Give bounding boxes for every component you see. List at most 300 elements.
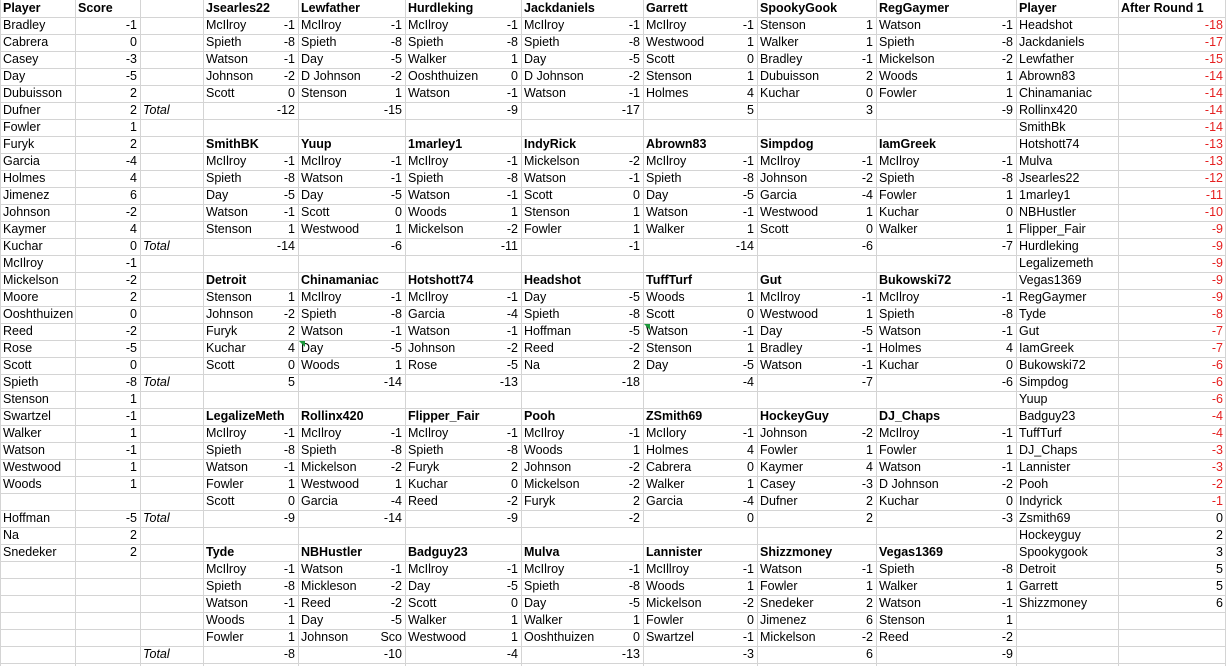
pick-score-cell[interactable]: 6: [866, 613, 873, 627]
pick-golfer-cell[interactable]: Stenson: [206, 222, 252, 236]
pick-golfer-cell[interactable]: Day: [301, 341, 324, 355]
standings-score-cell[interactable]: -7: [1211, 341, 1223, 355]
team-name-header[interactable]: Jsearles22: [206, 1, 270, 15]
pick-golfer-cell[interactable]: McIlroy: [206, 18, 247, 32]
pick-score-cell[interactable]: 1: [747, 477, 754, 491]
standings-score-cell[interactable]: -9: [1211, 290, 1223, 304]
standings-score-cell[interactable]: -9: [1211, 273, 1223, 287]
pick-golfer-cell[interactable]: Holmes: [879, 341, 922, 355]
pick-golfer-cell[interactable]: Mickelson: [408, 222, 464, 236]
pick-score-cell[interactable]: -8: [742, 171, 754, 185]
pick-golfer-cell[interactable]: Scott: [408, 596, 437, 610]
pick-score-cell[interactable]: 0: [511, 477, 518, 491]
player-score-cell[interactable]: 0: [130, 307, 137, 321]
pick-golfer-cell[interactable]: Watson: [646, 205, 688, 219]
pick-golfer-cell[interactable]: Watson: [206, 52, 248, 66]
pick-score-cell[interactable]: -1: [742, 630, 754, 644]
team-total-cell[interactable]: 3: [866, 103, 873, 117]
pick-golfer-cell[interactable]: Rose: [408, 358, 438, 372]
pick-score-cell[interactable]: 2: [866, 596, 873, 610]
player-name-cell[interactable]: Hoffman: [3, 511, 51, 525]
pick-golfer-cell[interactable]: Spieth: [524, 579, 560, 593]
player-score-cell[interactable]: 4: [130, 222, 137, 236]
pick-golfer-cell[interactable]: Garcia: [760, 188, 797, 202]
team-name-header[interactable]: Gut: [760, 273, 782, 287]
team-name-header[interactable]: Mulva: [524, 545, 560, 559]
pick-score-cell[interactable]: -2: [742, 596, 754, 610]
pick-score-cell[interactable]: -5: [628, 324, 640, 338]
pick-golfer-cell[interactable]: Fowler: [206, 630, 244, 644]
pick-golfer-cell[interactable]: McIlroy: [408, 18, 449, 32]
pick-golfer-cell[interactable]: Watson: [301, 562, 343, 576]
standings-player-cell[interactable]: Abrown83: [1019, 69, 1076, 83]
pick-score-cell[interactable]: -8: [506, 35, 518, 49]
pick-score-cell[interactable]: 1: [633, 443, 640, 457]
player-name-cell[interactable]: Dubuisson: [3, 86, 63, 100]
pick-golfer-cell[interactable]: Kuchar: [879, 494, 919, 508]
pick-score-cell[interactable]: -1: [283, 562, 295, 576]
pick-score-cell[interactable]: 1: [1006, 443, 1013, 457]
team-name-header[interactable]: Yuup: [301, 137, 332, 151]
pick-score-cell[interactable]: 4: [288, 341, 295, 355]
total-label[interactable]: Total: [143, 647, 170, 661]
standings-score-cell[interactable]: -14: [1204, 103, 1223, 117]
pick-score-cell[interactable]: -1: [506, 562, 518, 576]
pick-score-cell[interactable]: 1: [866, 579, 873, 593]
pick-golfer-cell[interactable]: Walker: [524, 613, 563, 627]
pick-score-cell[interactable]: -1: [390, 18, 402, 32]
pick-golfer-cell[interactable]: Spieth: [206, 443, 242, 457]
team-total-cell[interactable]: -14: [735, 239, 754, 253]
team-total-cell[interactable]: -13: [621, 647, 640, 661]
standings-player-cell[interactable]: Lannister: [1019, 460, 1071, 474]
pick-golfer-cell[interactable]: Kuchar: [408, 477, 448, 491]
pick-score-cell[interactable]: -1: [283, 52, 295, 66]
pick-golfer-cell[interactable]: Johnson: [408, 341, 456, 355]
player-name-cell[interactable]: McIlroy: [3, 256, 44, 270]
pick-score-cell[interactable]: -1: [506, 426, 518, 440]
player-name-cell[interactable]: Dufner: [3, 103, 41, 117]
pick-score-cell[interactable]: -1: [390, 324, 402, 338]
pick-golfer-cell[interactable]: Swartzel: [646, 630, 694, 644]
pick-score-cell[interactable]: 1: [1006, 222, 1013, 236]
player-score-cell[interactable]: 1: [130, 120, 137, 134]
pick-golfer-cell[interactable]: Reed: [408, 494, 438, 508]
player-score-cell[interactable]: 2: [130, 137, 137, 151]
team-name-header[interactable]: SpookyGook: [760, 1, 838, 15]
pick-score-cell[interactable]: 0: [747, 52, 754, 66]
pick-score-cell[interactable]: -1: [283, 154, 295, 168]
pick-golfer-cell[interactable]: Woods: [301, 358, 340, 372]
standings-score-cell[interactable]: -9: [1211, 239, 1223, 253]
pick-golfer-cell[interactable]: Spieth: [879, 562, 915, 576]
pick-score-cell[interactable]: 1: [288, 630, 295, 644]
standings-score-cell[interactable]: -4: [1211, 409, 1223, 423]
player-score-cell[interactable]: 1: [130, 477, 137, 491]
standings-player-cell[interactable]: DJ_Chaps: [1019, 443, 1078, 457]
pick-golfer-cell[interactable]: Johnson: [760, 426, 808, 440]
pick-score-cell[interactable]: 2: [511, 460, 518, 474]
pick-score-cell[interactable]: -1: [283, 460, 295, 474]
player-name-cell[interactable]: Ooshthuizen: [3, 307, 74, 321]
pick-score-cell[interactable]: -2: [861, 171, 873, 185]
pick-golfer-cell[interactable]: Woods: [879, 69, 918, 83]
player-score-cell[interactable]: -2: [125, 205, 137, 219]
player-name-cell[interactable]: Bradley: [3, 18, 46, 32]
standings-player-cell[interactable]: Tyde: [1019, 307, 1047, 321]
pick-golfer-cell[interactable]: Fowler: [760, 443, 798, 457]
team-total-cell[interactable]: -14: [383, 511, 402, 525]
pick-score-cell[interactable]: -4: [861, 188, 873, 202]
column-header-score[interactable]: Score: [78, 1, 113, 15]
standings-score-cell[interactable]: -9: [1211, 222, 1223, 236]
total-label[interactable]: Total: [143, 375, 170, 389]
pick-golfer-cell[interactable]: Watson: [206, 596, 248, 610]
standings-score-cell[interactable]: -12: [1204, 171, 1223, 185]
pick-golfer-cell[interactable]: Watson: [524, 171, 566, 185]
pick-score-cell[interactable]: 1: [511, 52, 518, 66]
pick-golfer-cell[interactable]: Day: [524, 596, 547, 610]
standings-score-cell[interactable]: -1: [1211, 494, 1223, 508]
pick-score-cell[interactable]: -8: [283, 443, 295, 457]
team-name-header[interactable]: Vegas1369: [879, 545, 943, 559]
standings-player-cell[interactable]: Detroit: [1019, 562, 1056, 576]
pick-score-cell[interactable]: -2: [628, 69, 640, 83]
standings-player-cell[interactable]: Bukowski72: [1019, 358, 1086, 372]
team-name-header[interactable]: Shizzmoney: [760, 545, 833, 559]
pick-golfer-cell[interactable]: McIlroy: [879, 426, 920, 440]
standings-score-cell[interactable]: -6: [1211, 375, 1223, 389]
team-name-header[interactable]: Simpdog: [760, 137, 814, 151]
pick-golfer-cell[interactable]: Reed: [879, 630, 909, 644]
pick-score-cell[interactable]: -1: [628, 426, 640, 440]
standings-score-cell[interactable]: -3: [1211, 460, 1223, 474]
pick-score-cell[interactable]: -2: [506, 341, 518, 355]
pick-score-cell[interactable]: 1: [395, 86, 402, 100]
pick-golfer-cell[interactable]: Day: [524, 52, 547, 66]
pick-golfer-cell[interactable]: Kuchar: [879, 205, 919, 219]
pick-score-cell[interactable]: 1: [1006, 613, 1013, 627]
team-total-cell[interactable]: 0: [747, 511, 754, 525]
standings-player-cell[interactable]: Shizzmoney: [1019, 596, 1088, 610]
standings-score-cell[interactable]: 2: [1216, 528, 1223, 542]
pick-golfer-cell[interactable]: Day: [301, 613, 324, 627]
pick-golfer-cell[interactable]: McIlroy: [206, 426, 247, 440]
pick-golfer-cell[interactable]: Scott: [206, 358, 235, 372]
column-header-player[interactable]: Player: [3, 1, 41, 15]
pick-golfer-cell[interactable]: Cabrera: [646, 460, 692, 474]
pick-golfer-cell[interactable]: Day: [301, 188, 324, 202]
standings-score-cell[interactable]: 5: [1216, 562, 1223, 576]
pick-score-cell[interactable]: 1: [395, 477, 402, 491]
pick-golfer-cell[interactable]: Reed: [524, 341, 554, 355]
pick-golfer-cell[interactable]: Spieth: [524, 35, 560, 49]
team-name-header[interactable]: LegalizeMeth: [206, 409, 285, 423]
pick-score-cell[interactable]: -1: [861, 562, 873, 576]
team-total-cell[interactable]: 5: [288, 375, 295, 389]
pick-golfer-cell[interactable]: D Johnson: [524, 69, 584, 83]
pick-golfer-cell[interactable]: Bradley: [760, 341, 803, 355]
pick-golfer-cell[interactable]: McIlroy: [879, 154, 920, 168]
pick-golfer-cell[interactable]: Watson: [646, 324, 688, 338]
pick-score-cell[interactable]: 1: [866, 18, 873, 32]
player-name-cell[interactable]: Scott: [3, 358, 32, 372]
team-name-header[interactable]: Chinamaniac: [301, 273, 379, 287]
pick-score-cell[interactable]: Sco: [380, 630, 402, 644]
team-name-header[interactable]: IamGreek: [879, 137, 936, 151]
pick-golfer-cell[interactable]: Watson: [760, 562, 802, 576]
pick-golfer-cell[interactable]: Na: [524, 358, 540, 372]
pick-golfer-cell[interactable]: Scott: [301, 205, 330, 219]
pick-score-cell[interactable]: 2: [866, 69, 873, 83]
player-score-cell[interactable]: 0: [130, 35, 137, 49]
standings-score-cell[interactable]: -6: [1211, 392, 1223, 406]
pick-score-cell[interactable]: -5: [390, 52, 402, 66]
player-score-cell[interactable]: -1: [125, 18, 137, 32]
pick-golfer-cell[interactable]: Woods: [646, 290, 685, 304]
team-name-header[interactable]: TuffTurf: [646, 273, 693, 287]
player-name-cell[interactable]: Kaymer: [3, 222, 47, 236]
pick-score-cell[interactable]: 1: [288, 222, 295, 236]
pick-golfer-cell[interactable]: Mickelson: [760, 630, 816, 644]
team-name-header[interactable]: Abrown83: [646, 137, 707, 151]
standings-score-cell[interactable]: -6: [1211, 358, 1223, 372]
team-total-cell[interactable]: -6: [861, 239, 873, 253]
pick-score-cell[interactable]: -8: [1001, 562, 1013, 576]
pick-golfer-cell[interactable]: Spieth: [206, 579, 242, 593]
pick-score-cell[interactable]: -5: [861, 324, 873, 338]
pick-golfer-cell[interactable]: Woods: [408, 205, 447, 219]
pick-golfer-cell[interactable]: Scott: [206, 494, 235, 508]
player-name-cell[interactable]: Westwood: [3, 460, 62, 474]
pick-golfer-cell[interactable]: Westwood: [760, 205, 819, 219]
pick-golfer-cell[interactable]: Garcia: [301, 494, 338, 508]
pick-golfer-cell[interactable]: Day: [206, 188, 229, 202]
player-score-cell[interactable]: 0: [130, 358, 137, 372]
pick-score-cell[interactable]: 0: [1006, 494, 1013, 508]
pick-golfer-cell[interactable]: McIlroy: [646, 18, 687, 32]
pick-score-cell[interactable]: -8: [628, 307, 640, 321]
team-name-header[interactable]: Detroit: [206, 273, 247, 287]
player-name-cell[interactable]: Na: [3, 528, 19, 542]
player-score-cell[interactable]: -5: [125, 69, 137, 83]
player-name-cell[interactable]: Garcia: [3, 154, 40, 168]
pick-golfer-cell[interactable]: McIlroy: [760, 290, 801, 304]
pick-golfer-cell[interactable]: Scott: [760, 222, 789, 236]
pick-golfer-cell[interactable]: Stenson: [301, 86, 347, 100]
pick-score-cell[interactable]: -8: [390, 443, 402, 457]
standings-score-cell[interactable]: -8: [1211, 307, 1223, 321]
player-name-cell[interactable]: Casey: [3, 52, 39, 66]
pick-golfer-cell[interactable]: Mickelson: [524, 154, 580, 168]
pick-golfer-cell[interactable]: Fowler: [879, 188, 917, 202]
standings-player-cell[interactable]: 1marley1: [1019, 188, 1071, 202]
team-total-cell[interactable]: -13: [499, 375, 518, 389]
standings-player-cell[interactable]: Hotshott74: [1019, 137, 1080, 151]
pick-score-cell[interactable]: -5: [742, 188, 754, 202]
standings-player-cell[interactable]: Gut: [1019, 324, 1040, 338]
total-label[interactable]: Total: [143, 239, 170, 253]
pick-golfer-cell[interactable]: Bradley: [760, 52, 803, 66]
pick-golfer-cell[interactable]: D Johnson: [301, 69, 361, 83]
pick-golfer-cell[interactable]: Stenson: [760, 18, 806, 32]
player-name-cell[interactable]: Holmes: [3, 171, 46, 185]
pick-golfer-cell[interactable]: Watson: [879, 324, 921, 338]
pick-score-cell[interactable]: 1: [866, 35, 873, 49]
pick-score-cell[interactable]: -8: [283, 579, 295, 593]
pick-score-cell[interactable]: -1: [861, 52, 873, 66]
pick-score-cell[interactable]: -2: [1001, 477, 1013, 491]
player-score-cell[interactable]: -2: [125, 324, 137, 338]
pick-score-cell[interactable]: 0: [288, 86, 295, 100]
pick-score-cell[interactable]: 1: [747, 341, 754, 355]
pick-score-cell[interactable]: 0: [1006, 205, 1013, 219]
pick-score-cell[interactable]: 1: [288, 290, 295, 304]
pick-golfer-cell[interactable]: Mickelson: [646, 596, 702, 610]
pick-score-cell[interactable]: 1: [633, 222, 640, 236]
team-name-header[interactable]: HockeyGuy: [760, 409, 829, 423]
pick-score-cell[interactable]: 1: [866, 307, 873, 321]
pick-golfer-cell[interactable]: Watson: [879, 460, 921, 474]
pick-score-cell[interactable]: -1: [861, 358, 873, 372]
team-total-cell[interactable]: -7: [861, 375, 873, 389]
pick-golfer-cell[interactable]: Day: [524, 290, 547, 304]
player-score-cell[interactable]: -1: [125, 443, 137, 457]
pick-score-cell[interactable]: -8: [628, 35, 640, 49]
pick-golfer-cell[interactable]: Spieth: [646, 171, 682, 185]
pick-score-cell[interactable]: -1: [506, 18, 518, 32]
pick-golfer-cell[interactable]: McIlroy: [206, 562, 247, 576]
standings-score-cell[interactable]: -13: [1204, 137, 1223, 151]
team-total-cell[interactable]: -1: [628, 239, 640, 253]
pick-score-cell[interactable]: -2: [628, 154, 640, 168]
standings-score-cell[interactable]: -13: [1204, 154, 1223, 168]
pick-score-cell[interactable]: -8: [283, 35, 295, 49]
pick-score-cell[interactable]: -1: [742, 154, 754, 168]
pick-golfer-cell[interactable]: Watson: [879, 596, 921, 610]
pick-golfer-cell[interactable]: Westwood: [646, 35, 705, 49]
pick-golfer-cell[interactable]: Johnson: [760, 171, 808, 185]
team-name-header[interactable]: ZSmith69: [646, 409, 703, 423]
standings-player-cell[interactable]: Hockeyguy: [1019, 528, 1081, 542]
pick-golfer-cell[interactable]: Dufner: [760, 494, 798, 508]
team-name-header[interactable]: RegGaymer: [879, 1, 950, 15]
pick-golfer-cell[interactable]: Walker: [408, 52, 447, 66]
pick-golfer-cell[interactable]: Furyk: [206, 324, 238, 338]
team-name-header[interactable]: NBHustler: [301, 545, 363, 559]
pick-golfer-cell[interactable]: Casey: [760, 477, 796, 491]
pick-golfer-cell[interactable]: Watson: [301, 324, 343, 338]
pick-score-cell[interactable]: 1: [1006, 86, 1013, 100]
pick-golfer-cell[interactable]: Watson: [408, 188, 450, 202]
standings-score-cell[interactable]: -4: [1211, 426, 1223, 440]
pick-golfer-cell[interactable]: Walker: [879, 222, 918, 236]
pick-golfer-cell[interactable]: McIlroy: [408, 290, 449, 304]
pick-score-cell[interactable]: 0: [511, 596, 518, 610]
pick-golfer-cell[interactable]: Spieth: [408, 35, 444, 49]
pick-golfer-cell[interactable]: Walker: [646, 222, 685, 236]
player-name-cell[interactable]: Johnson: [3, 205, 51, 219]
pick-score-cell[interactable]: 1: [633, 205, 640, 219]
team-total-cell[interactable]: 5: [747, 103, 754, 117]
team-name-header[interactable]: DJ_Chaps: [879, 409, 941, 423]
pick-score-cell[interactable]: -1: [1001, 426, 1013, 440]
pick-score-cell[interactable]: -1: [742, 324, 754, 338]
pick-score-cell[interactable]: -8: [283, 171, 295, 185]
pick-score-cell[interactable]: 1: [747, 579, 754, 593]
pick-golfer-cell[interactable]: Walker: [646, 477, 685, 491]
pick-golfer-cell[interactable]: Spieth: [879, 35, 915, 49]
standings-player-cell[interactable]: Zsmith69: [1019, 511, 1071, 525]
player-score-cell[interactable]: 2: [130, 290, 137, 304]
pick-score-cell[interactable]: -1: [1001, 596, 1013, 610]
pick-score-cell[interactable]: -1: [742, 562, 754, 576]
standings-player-cell[interactable]: Jackdaniels: [1019, 35, 1085, 49]
pick-score-cell[interactable]: -1: [506, 154, 518, 168]
player-score-cell[interactable]: 2: [130, 528, 137, 542]
pick-score-cell[interactable]: -1: [1001, 290, 1013, 304]
pick-score-cell[interactable]: -8: [1001, 171, 1013, 185]
pick-golfer-cell[interactable]: Woods: [524, 443, 563, 457]
pick-golfer-cell[interactable]: McIlroy: [524, 426, 565, 440]
pick-golfer-cell[interactable]: Westwood: [301, 477, 360, 491]
pick-score-cell[interactable]: -1: [283, 426, 295, 440]
standings-player-cell[interactable]: Yuup: [1019, 392, 1048, 406]
standings-player-cell[interactable]: Pooh: [1019, 477, 1049, 491]
pick-golfer-cell[interactable]: Walker: [760, 35, 799, 49]
pick-score-cell[interactable]: -2: [390, 69, 402, 83]
pick-score-cell[interactable]: 0: [866, 222, 873, 236]
player-score-cell[interactable]: 2: [130, 103, 137, 117]
pick-score-cell[interactable]: -1: [1001, 18, 1013, 32]
player-name-cell[interactable]: Jimenez: [3, 188, 50, 202]
pick-golfer-cell[interactable]: Fowler: [879, 86, 917, 100]
standings-player-cell[interactable]: Jsearles22: [1019, 171, 1080, 185]
player-name-cell[interactable]: Woods: [3, 477, 42, 491]
pick-score-cell[interactable]: -1: [390, 426, 402, 440]
pick-score-cell[interactable]: -2: [506, 494, 518, 508]
pick-golfer-cell[interactable]: Spieth: [408, 171, 444, 185]
pick-golfer-cell[interactable]: Day: [646, 188, 669, 202]
pick-score-cell[interactable]: -1: [742, 18, 754, 32]
player-score-cell[interactable]: -1: [125, 256, 137, 270]
standings-player-cell[interactable]: Simpdog: [1019, 375, 1069, 389]
pick-score-cell[interactable]: -2: [1001, 52, 1013, 66]
standings-player-cell[interactable]: TuffTurf: [1019, 426, 1062, 440]
team-total-cell[interactable]: -8: [283, 647, 295, 661]
pick-score-cell[interactable]: 1: [288, 477, 295, 491]
pick-golfer-cell[interactable]: Johnson: [524, 460, 572, 474]
player-score-cell[interactable]: -5: [125, 341, 137, 355]
pick-golfer-cell[interactable]: D Johnson: [879, 477, 939, 491]
pick-golfer-cell[interactable]: Spieth: [301, 307, 337, 321]
pick-score-cell[interactable]: 2: [633, 494, 640, 508]
pick-score-cell[interactable]: -2: [390, 460, 402, 474]
standings-score-cell[interactable]: -2: [1211, 477, 1223, 491]
pick-score-cell[interactable]: -1: [506, 86, 518, 100]
team-total-cell[interactable]: -4: [742, 375, 754, 389]
player-score-cell[interactable]: -8: [125, 375, 137, 389]
standings-player-cell[interactable]: Legalizemeth: [1019, 256, 1094, 270]
pick-golfer-cell[interactable]: Scott: [206, 86, 235, 100]
pick-score-cell[interactable]: 4: [866, 460, 873, 474]
pick-score-cell[interactable]: -5: [283, 188, 295, 202]
pick-golfer-cell[interactable]: McIlroy: [760, 154, 801, 168]
player-name-cell[interactable]: Rose: [3, 341, 33, 355]
pick-score-cell[interactable]: -2: [628, 341, 640, 355]
team-total-cell[interactable]: -18: [621, 375, 640, 389]
pick-golfer-cell[interactable]: Watson: [408, 86, 450, 100]
